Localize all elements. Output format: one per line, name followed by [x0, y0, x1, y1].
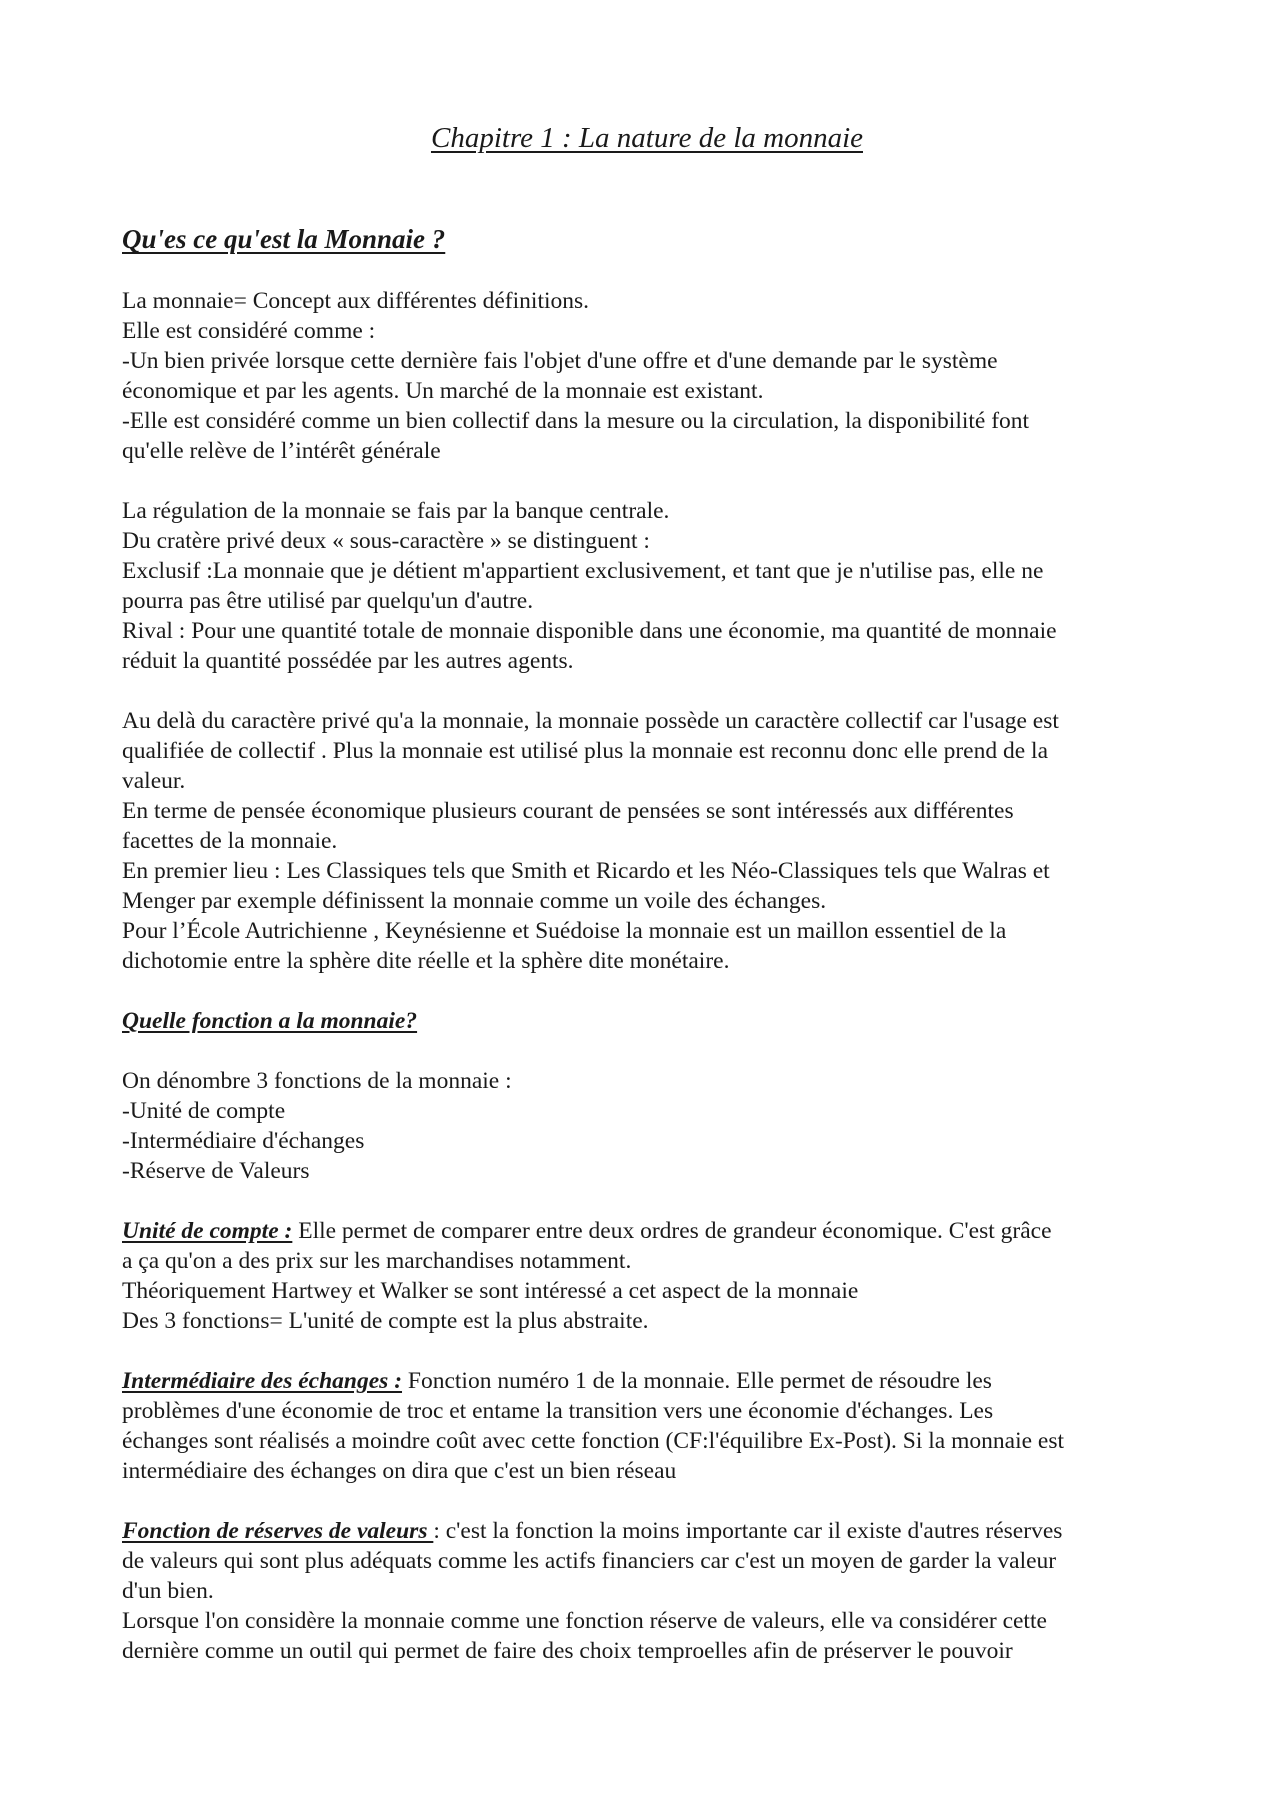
- section-label: Fonction de réserves de valeurs: [122, 1518, 434, 1544]
- text-line: La monnaie= Concept aux différentes définitions.: [122, 288, 590, 314]
- section-reserve-valeurs: [122, 1516, 1172, 1666]
- text-line: Fonction de réserves de valeurs : c'est la fonction la moins importante car il existe d'autres réserves: [122, 1518, 1063, 1544]
- text-line: On dénombre 3 fonctions de la monnaie :: [122, 1068, 512, 1094]
- section-intermediaire-echanges: [122, 1366, 1172, 1486]
- list-item: -Réserve de Valeurs: [122, 1158, 310, 1184]
- text-line: -Un bien privée lorsque cette dernière fais l'objet d'une offre et d'une demande par le système: [122, 348, 998, 374]
- chapter-title: Chapitre 1 : La nature de la monnaie: [430, 122, 863, 154]
- document-page: [122, 120, 1172, 1666]
- text-line: qu'elle relève de l’intérêt générale: [122, 438, 441, 464]
- text-line: Théoriquement Hartwey et Walker se sont intéressé a cet aspect de la monnaie: [122, 1278, 859, 1304]
- text-line: Rival : Pour une quantité totale de monnaie disponible dans une économie, ma quantité de monnaie: [122, 618, 1057, 644]
- text-line: En premier lieu : Les Classiques tels que Smith et Ricardo et les Néo-Classiques tels que Walras et: [122, 858, 1050, 884]
- section-unite-de-compte: [122, 1216, 1172, 1336]
- text-line: En terme de pensée économique plusieurs courant de pensées se sont intéressés aux différentes: [122, 798, 1014, 824]
- text-line: échanges sont réalisés a moindre coût avec cette fonction (CF:l'équilibre Ex-Post). Si la monnaie est: [122, 1428, 1065, 1454]
- text-line: Au delà du caractère privé qu'a la monnaie, la monnaie possède un caractère collectif car l'usage est: [122, 708, 1059, 734]
- text-line: a ça qu'on a des prix sur les marchandises notamment.: [122, 1248, 632, 1274]
- text-line: Unité de compte : Elle permet de comparer entre deux ordres de grandeur économique. C'est grâce: [122, 1218, 1052, 1244]
- paragraph-fonctions-list: [122, 1066, 1172, 1186]
- text-line: problèmes d'une économie de troc et entame la transition vers une économie d'échanges. Les: [122, 1398, 994, 1424]
- text-line: Exclusif :La monnaie que je détient m'appartient exclusivement, et tant que je n'utilise pas, elle ne: [122, 558, 1044, 584]
- text-line: Lorsque l'on considère la monnaie comme une fonction réserve de valeurs, elle va considérer cette: [122, 1608, 1047, 1634]
- list-item: -Intermédiaire d'échanges: [122, 1128, 365, 1154]
- section-label: Intermédiaire des échanges :: [122, 1368, 403, 1394]
- text-line: intermédiaire des échanges on dira que c'est un bien réseau: [122, 1458, 677, 1484]
- text-line: Intermédiaire des échanges : Fonction numéro 1 de la monnaie. Elle permet de résoudre les: [122, 1368, 992, 1394]
- paragraph-definition: [122, 286, 1172, 466]
- paragraph-collectif: [122, 706, 1172, 976]
- text-line: réduit la quantité possédée par les autres agents.: [122, 648, 574, 674]
- list-item: -Unité de compte: [122, 1098, 286, 1124]
- text-line: Pour l’École Autrichienne , Keynésienne et Suédoise la monnaie est un maillon essentiel de la: [122, 918, 1007, 944]
- question-heading-monnaie: Qu'es ce qu'est la Monnaie ?: [122, 224, 446, 254]
- text-line: Des 3 fonctions= L'unité de compte est la plus abstraite.: [122, 1308, 649, 1334]
- text-line: -Elle est considéré comme un bien collectif dans la mesure ou la circulation, la disponibilité font: [122, 408, 1030, 434]
- text-line: valeur.: [122, 768, 186, 794]
- question-heading-fonction: Quelle fonction a la monnaie?: [122, 1008, 418, 1034]
- text-line: pourra pas être utilisé par quelqu'un d'autre.: [122, 588, 534, 614]
- paragraph-regulation: [122, 496, 1172, 676]
- text-line: facettes de la monnaie.: [122, 828, 338, 854]
- text-line: de valeurs qui sont plus adéquats comme les actifs financiers car c'est un moyen de garder la valeur: [122, 1548, 1057, 1574]
- text-line: d'un bien.: [122, 1578, 214, 1604]
- text-line: qualifiée de collectif . Plus la monnaie est utilisé plus la monnaie est reconnu donc elle prend de la: [122, 738, 1049, 764]
- text-line: dernière comme un outil qui permet de faire des choix temproelles afin de préserver le pouvoir: [122, 1638, 1013, 1664]
- text-line: La régulation de la monnaie se fais par la banque centrale.: [122, 498, 670, 524]
- text-line: Menger par exemple définissent la monnaie comme un voile des échanges.: [122, 888, 827, 914]
- text-line: économique et par les agents. Un marché de la monnaie est existant.: [122, 378, 764, 404]
- text-line: Du cratère privé deux « sous-caractère » se distinguent :: [122, 528, 650, 554]
- section-label: Unité de compte :: [122, 1218, 293, 1244]
- text-line: Elle est considéré comme :: [122, 318, 376, 344]
- text-line: dichotomie entre la sphère dite réelle et la sphère dite monétaire.: [122, 948, 730, 974]
